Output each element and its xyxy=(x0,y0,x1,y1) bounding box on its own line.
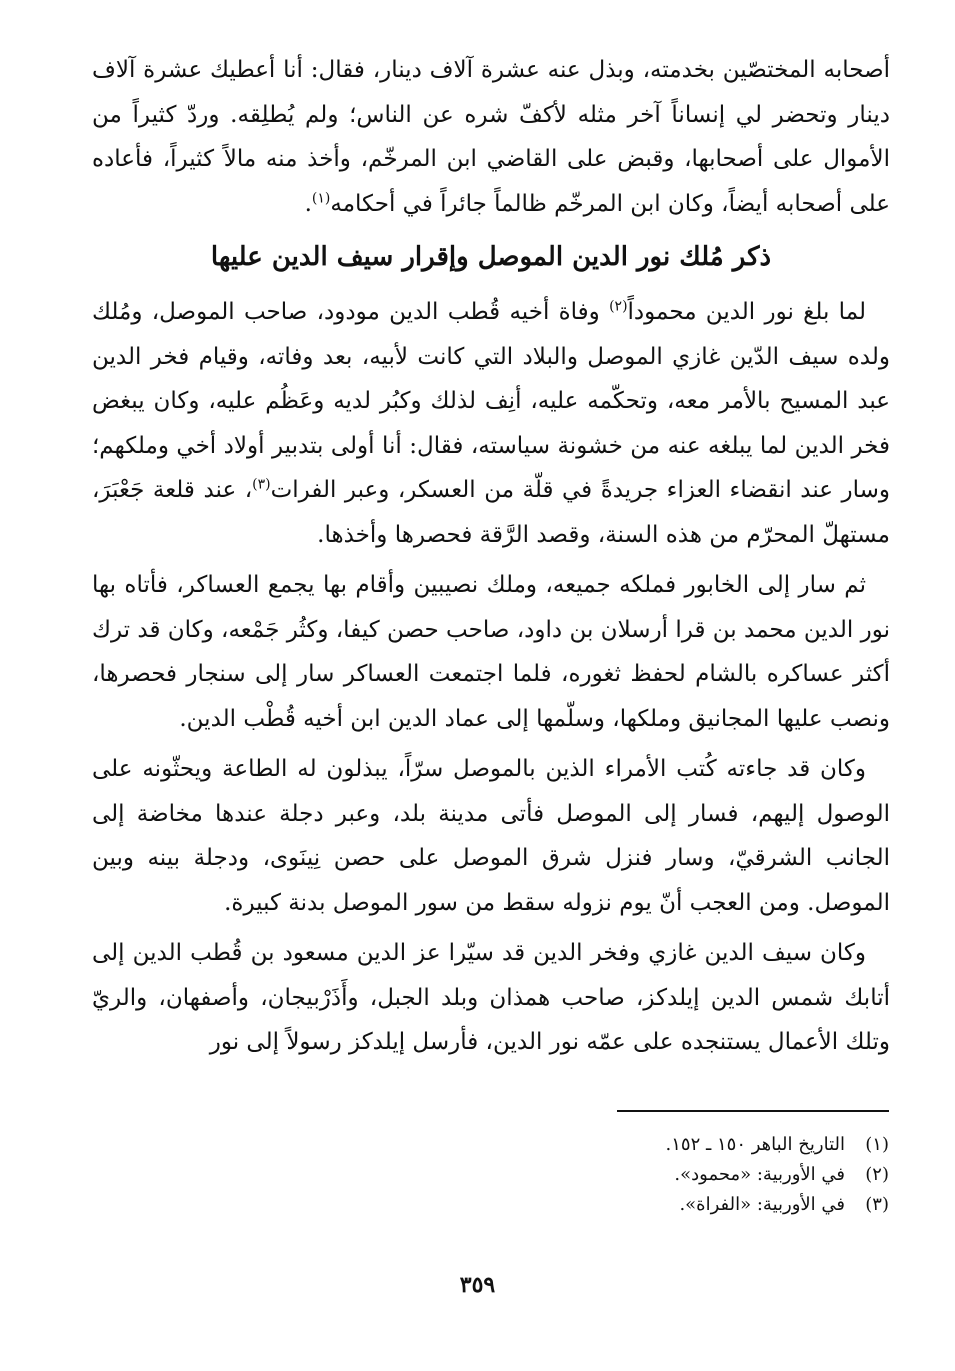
section-heading: ذكر مُلك نور الدين الموصل وإقرار سيف الدين عليها xyxy=(210,242,772,272)
footnote-1-number: (١) xyxy=(865,1134,889,1155)
footnote-ref-1: (١) xyxy=(311,189,331,206)
footnotes xyxy=(389,1130,889,1220)
paragraph-1 xyxy=(92,48,890,226)
paragraph-4: وكان قد جاءته كُتب الأمراء الذين بالموصل سرّاً، يبذلون له الطاعة ويحثّونه على الوصول إليهم، فسار إلى الموصل فأتى مدينة بلد، وعبر دجلة عندها مخاضة إلى الجانب الشرقيّ، وسار فنزل شرق الموصل على حصن نِينَوى، ودجلة بينه وبين الموصل. ومن العجب أنّ يوم نزوله سقط من سور الموصل بدنة كبيرة. xyxy=(92,756,890,916)
footnote-divider xyxy=(617,1110,889,1112)
footnote-1 xyxy=(389,1130,889,1160)
footnote-ref-3: (٣) xyxy=(252,476,271,493)
paragraph-2-part-b: وفاة أخيه قُطب الدين مودود، صاحب الموصل، ومُلك ولده سيف الدّين غازي الموصل والبلاد التي كانت لأبيه، بعد وفاته، وقيام فخر الدين عبد المسيح بالأمر معه، وتحكّمه عليه، أنِف لذلك وكبُر لديه وعَظُم عليه، وكان يبغض فخر الدين لما يبلغه عنه من خشونة سياسته، فقال: أنا أولى بتدبير أولاد أخي وملكهم؛ وسار عند انقضاء العزاء جريدةً في قلّة من العسكر، وعبر الفرات xyxy=(92,299,891,503)
page-body xyxy=(92,48,890,1071)
paragraph-2 xyxy=(92,290,890,557)
paragraph-1-text: أصحابه المختصّين بخدمته، وبذل عنه عشرة آلاف دينار، فقال: أنا أعطيك عشرة آلاف دينار وتحضر لي إنساناً آخر مثله لأكفّ شره عن الناس؛ ولم يُطلِقه. وردّ كثيراً من الأموال على أصحابها، وقبض على القاضي ابن المرخّم، وأخذ منه مالاً كثيراً، فأعاده على أصحابه أيضاً، وكان ابن المرخّم ظالماً جائراً في أحكامه xyxy=(92,57,890,217)
footnote-ref-2: (٢) xyxy=(609,298,628,315)
paragraph-1-end: . xyxy=(304,190,312,217)
paragraph-3: ثم سار إلى الخابور فملكه جميعه، وملك نصيبين وأقام بها يجمع العساكر، فأتاه بها نور الدين محمد بن قرا أرسلان بن داود، صاحب حصن كيفا، وكثُر جَمْعه، وكان قد ترك أكثر عساكره بالشام لحفظ ثغوره، فلما اجتمعت العساكر سار إلى سنجار فحصرها، ونصب عليها المجانيق وملكها، وسلّمها إلى عماد الدين ابن أخيه قُطْب الدين. xyxy=(92,572,890,732)
footnote-2-text: في الأوربية: «محمود». xyxy=(674,1164,845,1185)
paragraph-2-part-c: ، عند قلعة جَعْبَرَ، مستهلّ المحرّم من هذه السنة، وقصد الرَّقة فحصرها وأخذها. xyxy=(92,477,890,548)
paragraph-2-part-a: لما بلغ نور الدين محموداً xyxy=(627,299,866,325)
footnote-2-number: (٢) xyxy=(865,1164,889,1185)
footnote-3-number: (٣) xyxy=(865,1194,889,1215)
footnote-3-text: في الأوربية: «الفراة». xyxy=(679,1194,845,1215)
paragraph-5: وكان سيف الدين غازي وفخر الدين قد سيّرا عز الدين مسعود بن قُطب الدين إلى أتابك شمس الدين إيلدكز، صاحب همذان وبلد الجبل، وأَذَرْبيجان، وأصفهان، والريّ وتلك الأعمال يستنجده على عمّه نور الدين، فأرسل إيلدكز رسولاً إلى نور xyxy=(92,940,890,1055)
footnote-2 xyxy=(389,1160,889,1190)
footnote-1-text: التاريخ الباهر ١٥٠ ـ ١٥٢. xyxy=(665,1134,845,1155)
footnote-3 xyxy=(389,1190,889,1220)
page-number: ٣٥٩ xyxy=(459,1272,496,1298)
